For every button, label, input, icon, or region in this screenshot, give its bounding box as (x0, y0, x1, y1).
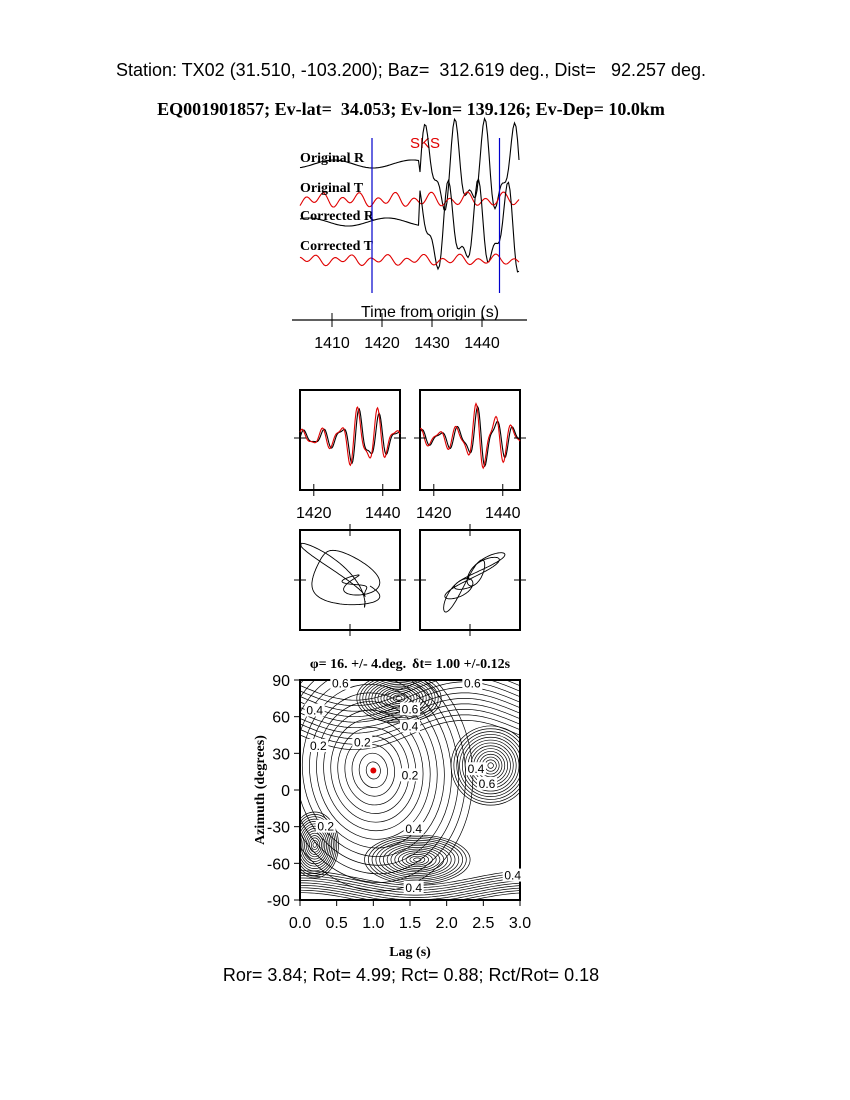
waveform-0-series-0 (300, 409, 400, 463)
wave-tick-label-1-0: 1420 (415, 505, 452, 522)
lag-tick-label-6: 3.0 (508, 915, 532, 932)
az-tick-label-2: 30 (272, 746, 290, 764)
ratios-footer: Ror= 3.84; Rot= 4.99; Rct= 0.88; Rct/Rot= 0.18 (222, 965, 600, 985)
contour-label-9: 0.6 (478, 776, 496, 791)
waveform-box-left (300, 390, 400, 490)
time-tick-label-1: 1420 (364, 335, 400, 352)
waveform-lines (300, 404, 520, 469)
energy-grid-panel (253, 637, 531, 960)
particle-motion-1 (444, 553, 505, 612)
contour-line-41 (365, 835, 471, 884)
contour-label-13: 0.4 (504, 868, 522, 883)
azimuth-axis-label: Azimuth (degrees) (253, 735, 268, 845)
trace-label-corrected-t: Corrected T (300, 239, 373, 254)
time-tick-label-0: 1410 (314, 335, 350, 352)
az-tick-label-0: 90 (272, 673, 290, 690)
lag-tick-label-5: 2.5 (472, 915, 495, 932)
energy-grid-title (310, 657, 511, 672)
particle-motion-lines (294, 524, 526, 636)
contour-line-31 (402, 853, 432, 867)
contour-label-6: 0.2 (353, 735, 371, 750)
lag-tick-label-0: 0.0 (288, 915, 312, 932)
waveform-comparison-panel (294, 390, 526, 522)
az-tick-label-3: 0 (281, 783, 290, 800)
time-tick-label-2: 1430 (414, 335, 450, 352)
az-tick-label-5: -60 (266, 856, 290, 874)
wave-tick-label-0-0: 1420 (295, 505, 332, 522)
contour-label-1: 0.6 (463, 676, 481, 691)
contour-label-11: 0.4 (405, 822, 423, 837)
trace-label-corrected-r: Corrected R (300, 209, 374, 224)
contour-label-12: 0.4 (405, 880, 423, 895)
contour-label-7: 0.2 (401, 768, 419, 783)
contour-line-42 (488, 763, 494, 769)
waveform-box-right (420, 390, 520, 490)
lag-tick-label-4: 2.0 (435, 915, 458, 932)
phi-result: = 16. +/- 4.deg. (318, 657, 407, 672)
lag-tick-label-1: 0.5 (325, 915, 348, 932)
contour-label-0: 0.6 (331, 676, 349, 691)
waveform-axis-ticks (294, 438, 526, 522)
time-axis-label: Time from origin (s) (360, 304, 500, 321)
wave-tick-label-1-1: 1440 (484, 505, 521, 522)
contour-label-3: 0.6 (401, 702, 419, 717)
station-header: Station: TX02 (31.510, -103.200); Baz= 312.619 deg., Dist= 92.257 deg. (115, 60, 707, 80)
contour-line-39 (372, 839, 463, 881)
contour-label-5: 0.2 (309, 739, 327, 753)
dt-result: t= 1.00 +/-0.12s (419, 657, 511, 672)
trace-label-original-t: Original T (300, 181, 364, 196)
phase-label: SKS (409, 135, 441, 152)
lag-tick-label-2: 1.0 (362, 915, 385, 932)
particle-motion-panel (294, 524, 526, 636)
contour-label-4: 0.4 (401, 719, 419, 734)
event-header: EQ001901857; Ev-lat= 34.053; Ev-lon= 139.126; Ev-Dep= 10.0km (157, 99, 665, 119)
contour-line-14 (396, 697, 402, 701)
particle-motion-box-left (300, 530, 400, 630)
dt-symbol: δ (412, 657, 420, 672)
best-fit-point (370, 767, 376, 773)
lag-tick-label-3: 1.5 (398, 915, 422, 932)
contour-line-36 (383, 844, 451, 876)
contour-line-43 (485, 760, 496, 771)
contour-label-10: 0.2 (317, 819, 335, 834)
contour-label-8: 0.4 (467, 762, 485, 777)
wave-tick-label-0-1: 1440 (364, 505, 401, 522)
contour-line-55 (451, 726, 530, 805)
traces-panel (292, 119, 527, 352)
az-tick-label-6: -90 (266, 893, 290, 910)
contour-line-35 (387, 846, 447, 874)
contour-line-38 (376, 840, 459, 879)
phi-symbol: φ (309, 657, 319, 672)
trace-label-original-r: Original R (300, 151, 365, 166)
lag-axis-label: Lag (s) (389, 945, 431, 960)
contour-line-56 (313, 843, 316, 848)
contour-label-2: 0.4 (306, 703, 324, 718)
waveform-1-series-1 (420, 404, 520, 469)
az-tick-label-4: -30 (266, 819, 290, 837)
particle-motion-0 (301, 543, 380, 607)
time-tick-label-3: 1440 (464, 335, 500, 352)
az-tick-label-1: 60 (272, 709, 290, 727)
